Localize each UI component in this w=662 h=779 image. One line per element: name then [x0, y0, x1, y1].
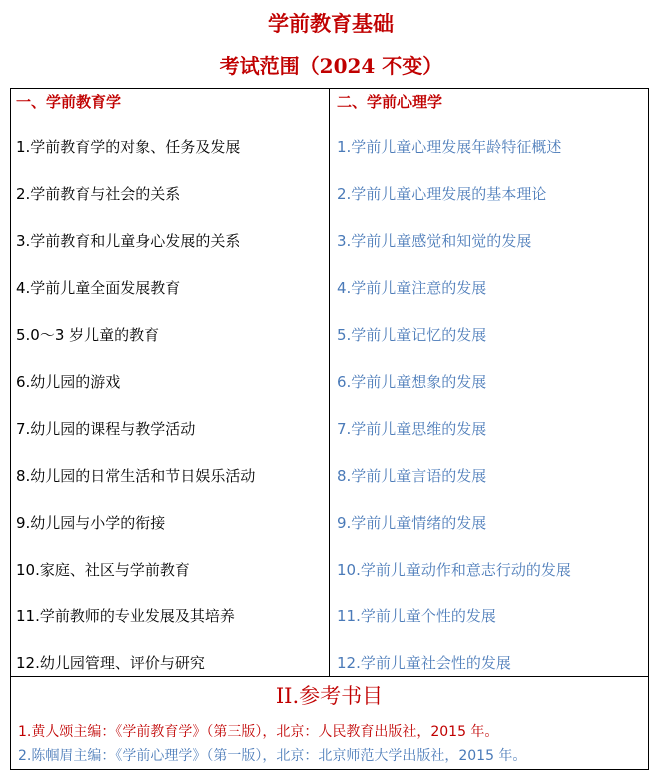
reference-item: 1.黄人颂主编：《学前教育学》（第三版），北京：人民教育出版社，2015 年。	[18, 724, 499, 740]
list-item: 2.学前儿童心理发展的基本理论	[337, 185, 547, 203]
left-column-heading: 一、学前教育学	[16, 93, 122, 111]
list-item: 3.学前儿童感觉和知觉的发展	[337, 232, 532, 250]
list-item: 9.幼儿园与小学的衔接	[16, 514, 166, 532]
list-item: 9.学前儿童情绪的发展	[337, 514, 487, 532]
references-heading: II.参考书目	[275, 684, 384, 708]
page-subtitle: 考试范围（2024 不变）	[219, 54, 443, 78]
list-item: 5.0～3 岁儿童的教育	[16, 326, 160, 344]
list-item: 4.学前儿童全面发展教育	[16, 279, 181, 297]
column-divider	[329, 88, 330, 676]
right-column	[337, 90, 647, 672]
list-item: 6.幼儿园的游戏	[16, 373, 121, 391]
list-item: 1.学前儿童心理发展年龄特征概述	[337, 138, 562, 156]
list-item: 12.幼儿园管理、评价与研究	[16, 654, 205, 672]
list-item: 10.学前儿童动作和意志行动的发展	[337, 561, 571, 579]
list-item: 12.学前儿童社会性的发展	[337, 654, 511, 672]
list-item: 10.家庭、社区与学前教育	[16, 561, 190, 579]
list-item: 11.学前儿童个性的发展	[337, 607, 496, 625]
list-item: 7.学前儿童思维的发展	[337, 420, 487, 438]
reference-item: 2.陈帼眉主编：《学前心理学》（第一版），北京：北京师范大学出版社，2015 年。	[18, 748, 527, 764]
list-item: 5.学前儿童记忆的发展	[337, 326, 487, 344]
list-item: 11.学前教师的专业发展及其培养	[16, 607, 235, 625]
page-title: 学前教育基础	[268, 11, 394, 36]
right-column-heading: 二、学前心理学	[337, 93, 443, 111]
list-item: 8.幼儿园的日常生活和节日娱乐活动	[16, 467, 256, 485]
list-item: 4.学前儿童注意的发展	[337, 279, 487, 297]
list-item: 8.学前儿童言语的发展	[337, 467, 487, 485]
section-divider	[10, 676, 649, 677]
list-item: 7.幼儿园的课程与教学活动	[16, 420, 196, 438]
list-item: 2.学前教育与社会的关系	[16, 185, 181, 203]
left-column	[16, 90, 326, 672]
list-item: 1.学前教育学的对象、任务及发展	[16, 138, 241, 156]
list-item: 3.学前教育和儿童身心发展的关系	[16, 232, 241, 250]
list-item: 6.学前儿童想象的发展	[337, 373, 487, 391]
